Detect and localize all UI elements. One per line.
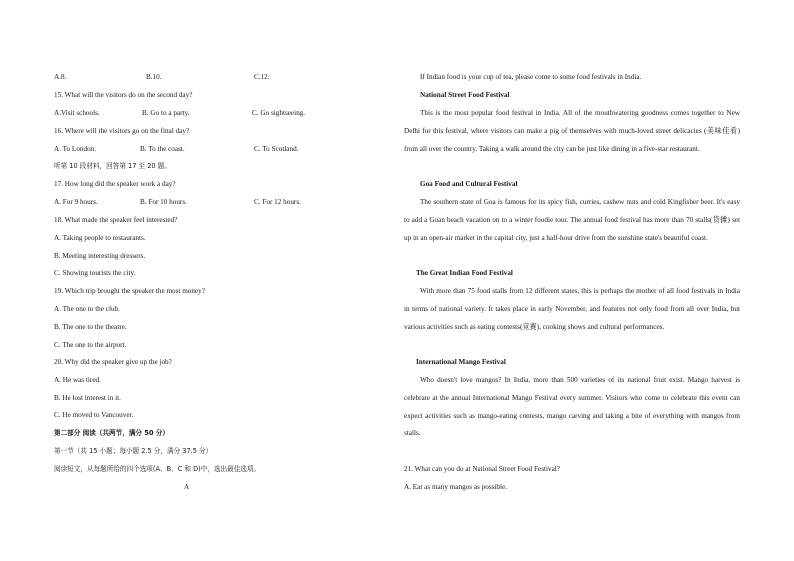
q14-option-a: A.8. [54,73,67,81]
q18-option-c: C. Showing tourists the city. [54,269,136,277]
listening-instruction-10: 听第 10 段材料，回答第 17 至 20 题。 [54,162,171,170]
q21-option-a: A. Eat as many mangos as possible. [404,483,508,491]
question-17: 17. How long did the speaker work a day? [54,180,176,188]
q15-option-b: B. Go to a party. [142,109,190,117]
q16-option-c: C. To Scotland. [254,145,299,153]
q17-option-a: A. For 9 hours. [54,198,98,206]
question-18: 18. What made the speaker feel interested? [54,216,178,224]
q19-option-a: A. The one to the club. [54,305,120,313]
heading-national-street-food: National Street Food Festival [420,91,510,99]
q18-option-b: B. Meeting interesting dressers. [54,252,146,260]
paragraph-mango-festival: Who doesn't love mangos? In India, more than 500 varieties of its national fruit exist. Mango harvest is celebrate at the annual International Mango Festival every summer. Visitors who come to celebrate this event can expect activities such as mango-eating contests, mango carving and taking a bite of everything with mangos from stalls. [404,376,740,438]
heading-mango-festival: International Mango Festival [416,358,506,366]
q16-option-b: B. To the coast. [140,145,185,153]
question-15: 15. What will the visitors do on the second day? [54,91,193,99]
q17-option-c: C. For 12 hours. [254,198,301,206]
question-20: 20. Why did the speaker give up the job? [54,358,172,366]
q16-option-a: A. To London. [54,145,97,153]
q20-option-c: C. He moved to Vancouver. [54,411,134,419]
question-16: 16. Where will the visitors go on the final day? [54,127,190,135]
section-1-heading: 第一节（共 15 小题；每小题 2.5 分，满分 37.5 分） [54,447,213,455]
q20-option-a: A. He was tired. [54,376,101,384]
q19-option-c: C. The one to the airport. [54,341,127,349]
question-19: 19. Which trip brought the speaker the most money? [54,287,205,295]
q15-option-a: A.Visit schools. [54,109,100,117]
heading-goa-festival: Goa Food and Cultural Festival [420,180,518,188]
question-21: 21. What can you do at National Street Food Festival? [404,465,560,473]
q18-option-a: A. Taking people to restaurants. [54,234,146,242]
part-2-heading: 第二部分 阅读（共两节，满分 50 分） [54,429,169,437]
passage-intro: If Indian food is your cup of tea, please come to some food festivals in India. [420,73,642,81]
q17-option-b: B. For 10 hours. [140,198,187,206]
passage-label: A [184,483,190,491]
reading-instruction: 阅读短文，从每题所给的四个选项(A、B、C 和 D)中，选出最佳选项。 [54,465,261,473]
heading-great-indian-food: The Great Indian Food Festival [416,269,513,277]
q20-option-b: B. He lost interest in it. [54,394,121,402]
q14-option-c: C.12. [254,73,270,81]
q15-option-c: C. Go sightseeing. [252,109,306,117]
paragraph-national-street-food: This is the most popular food festival in India. All of the mouthwatering goodness comes together to New Delhi for this festival, where visitors can make a pig of themselves with much-loved street delicacies (美味佳肴) from all over the country. Taking a walk around the city can be just like dining in a five-star restaurant. [404,109,740,153]
paragraph-great-indian-food: With more than 75 food stalls from 12 different states, this is perhaps the mother of all food festivals in India in terms of national variety. It takes place in early November, and features not only food from all over India, but various activities such as eating contests(竞赛), cooking shows and cultural performances. [404,287,740,331]
paragraph-goa-festival: The southern state of Goa is famous for its spicy fish, curries, cashew nuts and cold Kingfisher beer. It's easy to add a Goan beach vacation on to a winter foodie tour. The annual food festival has more than 70 stalls(货摊) set up in an open-air market in the capital city, just a half-hour drive from the sunshine state's beautiful coast. [404,198,740,242]
q14-option-b: B.10. [146,73,162,81]
q19-option-b: B. The one to the theatre. [54,323,127,331]
